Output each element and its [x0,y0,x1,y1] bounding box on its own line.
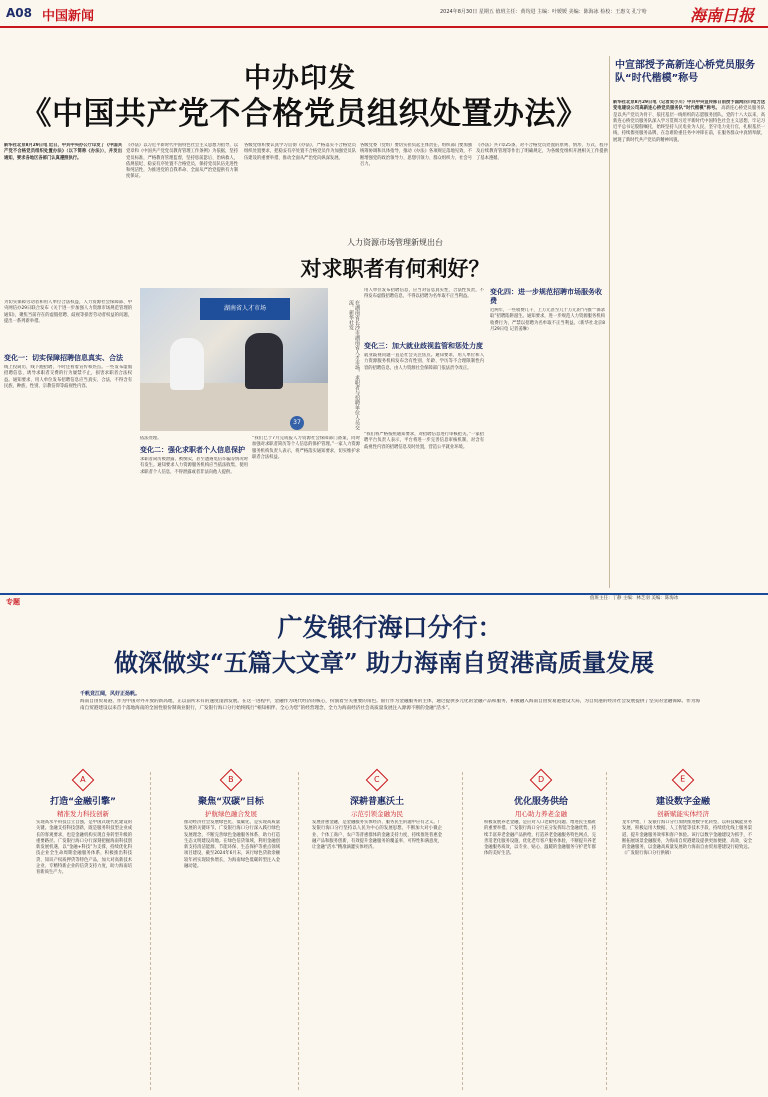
column-b-subtitle: 护航绿色融合发展 [205,810,257,818]
hr-intro: 为切实保障劳动者和用人单位合法权益，人力资源社会保障部、中央网信办29日联合发布《关于进一步加强人力资源市场规范管理的通知》，聚焦当前存在的虚假招聘、歧视等损害劳动者权益的问题，提出一系列新举措。 [4,300,132,324]
column-c-subtitle: 示范引领金融为民 [351,810,403,818]
column-e-title: 建设数字金融 [655,797,710,807]
column-b-head [166,772,296,818]
column-b-letter-badge [220,769,243,792]
column-a-letter: A [80,774,86,784]
column-c-head [312,772,442,818]
lead-dateline-text: 新华社北京8月29日电 近日，中共中央办公厅印发了《中国共产党不合格党员组织处置办法》（以下简称《办法》），并发出通知，要求各地区各部门认真遵照执行。 [4,143,122,161]
lead-body-continued: 各级党组织要认真学习贯彻《办法》，严格落实不合格党员组织处置要求，把稳妥有序处置不合格党员作为加强党员队伍建设的重要举措，推动全面从严治党向纵深发展。 [244,143,356,161]
column-a-subtitle: 精准发力科技创新 [57,810,109,818]
column-divider [462,772,464,1090]
side-headline: 中宣部授予高新连心桥党员服务队“时代楷模”称号 [615,60,755,84]
hr-col-2 [140,436,248,586]
column-d-body: 积极发展养老金融，是应对人口老龄化问题、增进民生福祉的重要举措。广发银行海口分行充分发挥综合金融优势，持续丰富养老金融产品供给，打造养老金融服务特色网点，完善适老化服务设施，优化老年客户服务体验，不断提升养老金融服务质效，以专业、贴心、温暖的金融服务守护老年群体的美好生活。 [484,820,596,857]
column-d-head [476,772,606,818]
column-d-letter-badge [530,769,553,792]
lead-headline: 《中国共产党不合格党员组织处置办法》 [20,96,588,132]
hr-col2b-body: “我们已于7月完成报人力资源社会保障部门备案，同时加强对求职者简历等个人信息的保护管理。”一家人力资源服务机构负责人表示，将严格落实通知要求，切实维护求职者合法权益。 [252,436,360,460]
page-number: A08 [6,6,32,20]
lead-headline-kicker: 中办印发 [244,63,356,94]
photo-sign: 湖南省人才市场 [200,298,290,320]
column-d-title: 优化服务供给 [513,797,568,807]
photo-caption: 在湖南省长沙市湖南省人才市场，求职者与招聘单位人员交流。新华社发 [348,300,360,430]
column-d-subtitle: 用心助力养老金融 [515,810,567,818]
news-photo [140,288,328,431]
column-b-letter: B [228,775,234,784]
column-a-title: 打造“金融引擎” [50,797,116,807]
hr-change2-body: 求职者简历被泄露、被倒卖，甚至遭遇电信诈骗等情况时有发生。通知要求人力资源服务机构应当依法收集、使用求职者个人信息，不得泄露或者非法向他人提供。 [140,457,248,475]
column-a-body: 实现高水平科技自立自强，是中国式现代化建设的关键。金融支持科技创新，既是服务科技型企业成长的客观要求，也是金融机构实现自身转型升级的重要路径。广发银行海口分行深刻把握海南科技创新发展机遇，以“金融+科技”为支撑，持续优化科技企业全生命周期金融服务体系，积极推出科技贷、知识产权质押贷等特色产品，加大对高新技术企业、专精特新企业的信贷支持力度，助力海南培育新质生产力。 [36,820,132,876]
lead-body-col5: 《办法》共7章25条，对不合格党员处置的原则、情形、方式、程序及后续教育管理等作出了明确规定，为各级党组织开展相关工作提供了基本遵循。 [476,143,608,161]
hr-col3b-body: “我们将严格按照通知要求，对招聘信息进行审核把关。”一家招聘平台负责人表示，平台将进一步完善信息审核机制，对含有歧视性内容的招聘信息及时处置，营造公平就业环境。 [364,432,484,450]
column-divider [298,772,300,1090]
hr-col-3 [364,288,484,428]
lead-body-col4: 各级党委（党组）要切实担负起主体责任，组织部门要加强统筹协调和具体指导，推动《办法》各项规定落地见效，不断增强党的政治领导力、思想引领力、群众组织力、社会号召力。 [360,143,472,167]
top-rule [0,26,768,28]
column-c-letter-badge [366,769,389,792]
feature-meta: 值班主任：丁静 主编：林芝羽 美编：陈海冰 [590,596,679,601]
column-c-body: 发展普惠金融，是金融服务实体经济、服务民生的题中应有之义。广发银行海口分行坚持以人民为中心的发展思想，不断加大对小微企业、个体工商户、农户等普惠群体的金融支持力度，持续推进普惠金融产品和服务创新，有效提升金融服务的覆盖率、可得性和满意度，让金融“活水”精准滴灌实体经济。 [312,820,442,851]
hr-change2-heading: 变化二：强化求职者个人信息保护 [140,446,245,454]
column-e-letter: E [680,775,686,784]
hr-change3-body: 就业歧视问题一直是社会关注焦点。通知要求，用人单位和人力资源服务机构发布含有性别、年龄、学历等不合理限制性内容的招聘信息，由人力资源社会保障部门依法责令改正。 [364,353,484,371]
masthead-meta: 2024年8月30日 星期五 值班主任：黄均进 主编：叶媛媛 美编：陈海冰 检校：王惠文 孔宁哈 [440,9,647,15]
lead-dateline [4,143,122,233]
photo-person-left [170,338,204,390]
newspaper-logo: 海南日报 [690,6,755,25]
column-d-letter: D [537,774,545,784]
photo-person-right [245,333,283,389]
column-b-body: 推动经济社会发展绿色化、低碳化，是实现高质量发展的关键环节。广发银行海口分行深入践行绿色发展理念，不断完善绿色金融服务体系，助力打造生态文明建设高地。在绿色信贷领域，利用金融创新支持清洁能源、节能环保、生态保护等重点领域项目建设，截至2024年6月末，该行绿色贷款余额较年初实现较快增长，为海南绿色低碳转型注入金融动能。 [184,820,280,870]
hr-headline: 对求职者有何利好？ [300,256,490,281]
hr-change1-heading: 变化一：切实保障招聘信息真实、合法 [4,354,123,362]
masthead [0,0,768,24]
column-divider [150,772,152,1090]
hr-col3-body: 用人单位发布招聘信息，应当对信息真实性、合法性负责，不得发布虚假招聘信息，不得以招聘为名牟取不正当利益。 [364,288,484,300]
column-a-head [18,772,148,818]
lead-body: 《办法》以习近平新时代中国特色社会主义思想为指导，以党章和《中国共产党党员教育管理工作条例》为依据，坚持党员标准，严格教育管理监督，坚持惩前毖后、治病救人，依规依纪、稳妥有序处置不合格党员，保持党员队伍先进性和纯洁性，为推进党的自我革命、全面从严治党提供有力制度保证。 [126,143,238,180]
side-body [613,100,765,586]
column-e-subtitle: 创新赋能实体经济 [657,810,709,818]
hr-kicker: 人力资源市场管理新规出台 [347,238,443,247]
feature-headline-kicker: 广发银行海口分行： [277,613,503,642]
column-b-title: 聚焦“双碳”目标 [198,797,264,807]
hr-change4-heading: 变化四：进一步规范招聘市场服务收费 [490,288,602,305]
column-c-letter: C [374,775,380,784]
column-c-title: 深耕普惠沃土 [349,797,404,807]
column-e-letter-badge [672,769,695,792]
column-a-letter-badge [72,769,95,792]
feature-intro-lead: 千帆竞江阔，风好正扬帆。 [80,691,141,697]
hr-change4-body: 近两年，一些收费几千、上万元甚至几十万元的“内推”“保录取”招聘陷阱滋生。通知要求，进一步规范人力资源服务机构收费行为，严禁以招聘为名牟取不正当利益。（新华社北京8月29日电 记者姜琳） [490,308,605,332]
feature-headline: 做深做实“五篇大文章” 助力海南自贸港高质量发展 [114,648,654,677]
photo-number-badge: 37 [290,416,304,430]
feature-intro [80,690,700,756]
hr-change3-heading: 变化三：加大就业歧视监管和惩处力度 [364,342,483,350]
column-e-head [618,772,748,818]
hr-change1-body: 线上投简历，线下跑招聘，不时还看着宣传和热点。一些发布虚假招聘信息、诱导求职者交费的行为屡禁不止，损害求职者合法权益。通知要求，用人单位发布招聘信息应当真实、合法，不得含有民族、种族、性别、宗教信仰等歧视性内容。 [4,365,132,389]
feature-label: 专题 [6,598,20,606]
side-divider [609,56,610,588]
column-e-body: 龙年伊始，广发银行海口分行加快推进数字化转型，以科技赋能业务发展，积极运用大数据、人工智能等技术手段，持续优化线上服务渠道，提升金融服务效率和客户体验。该行以数字金融建设为抓手，不断拓展场景金融服务，为海南自贸港建设提供更加便捷、高效、安全的金融服务，以金融高质量发展助力海南自由贸易港建设行稳致远。（广发银行海口分行供稿） [622,820,752,857]
side-text: 高新连心桥党员服务队是以共产党员为骨干、依托基层一线组织的志愿服务团队。党的十八大以来，高新连心桥党员服务队深入学习贯彻习近平新时代中国特色社会主义思想，牢记习近平总书记殷殷嘱托，始终坚持人民电业为人民，坚守电力先行官，扎根基层一线，持续擦亮服务品牌，在急难险重任务中冲锋在前，在服务群众中真情奉献，展现了新时代共产党员的精神风貌。 [613,106,765,143]
section-name: 中国新闻 [42,9,95,24]
hr-col2-lead: 依法处理。 [140,436,162,441]
feature-intro-text: 海南自由贸易港，作为中国对外开放的新高地，正以前所未有的速度蓬勃发展。在这一进程中，金融作为现代经济的核心，扮演着至关重要的角色。银行作为金融服务的主体，通过提供多元化的金融产品和服务，积极融入海南自由贸易港建设大局，为自贸港的经济社会发展提供了坚实的金融保障。作为海南自贸港建设以来首个落地海南的全国性股份制商业银行，广发银行海口分行始终践行“相知相伴、全心为您”的经营理念，全力为海南经济社会高质量发展注入源源不断的金融“活水”。 [80,699,700,711]
hr-col-4 [490,288,605,588]
side-dateline: 新华社北京8月29日电（记者吴小川）中共中央宣传部日前授予国网四川电力送变电建设公司高新连心桥党员服务队“时代楷模”称号。 [613,100,765,112]
column-divider [606,772,608,1090]
hr-col-1 [4,300,132,588]
